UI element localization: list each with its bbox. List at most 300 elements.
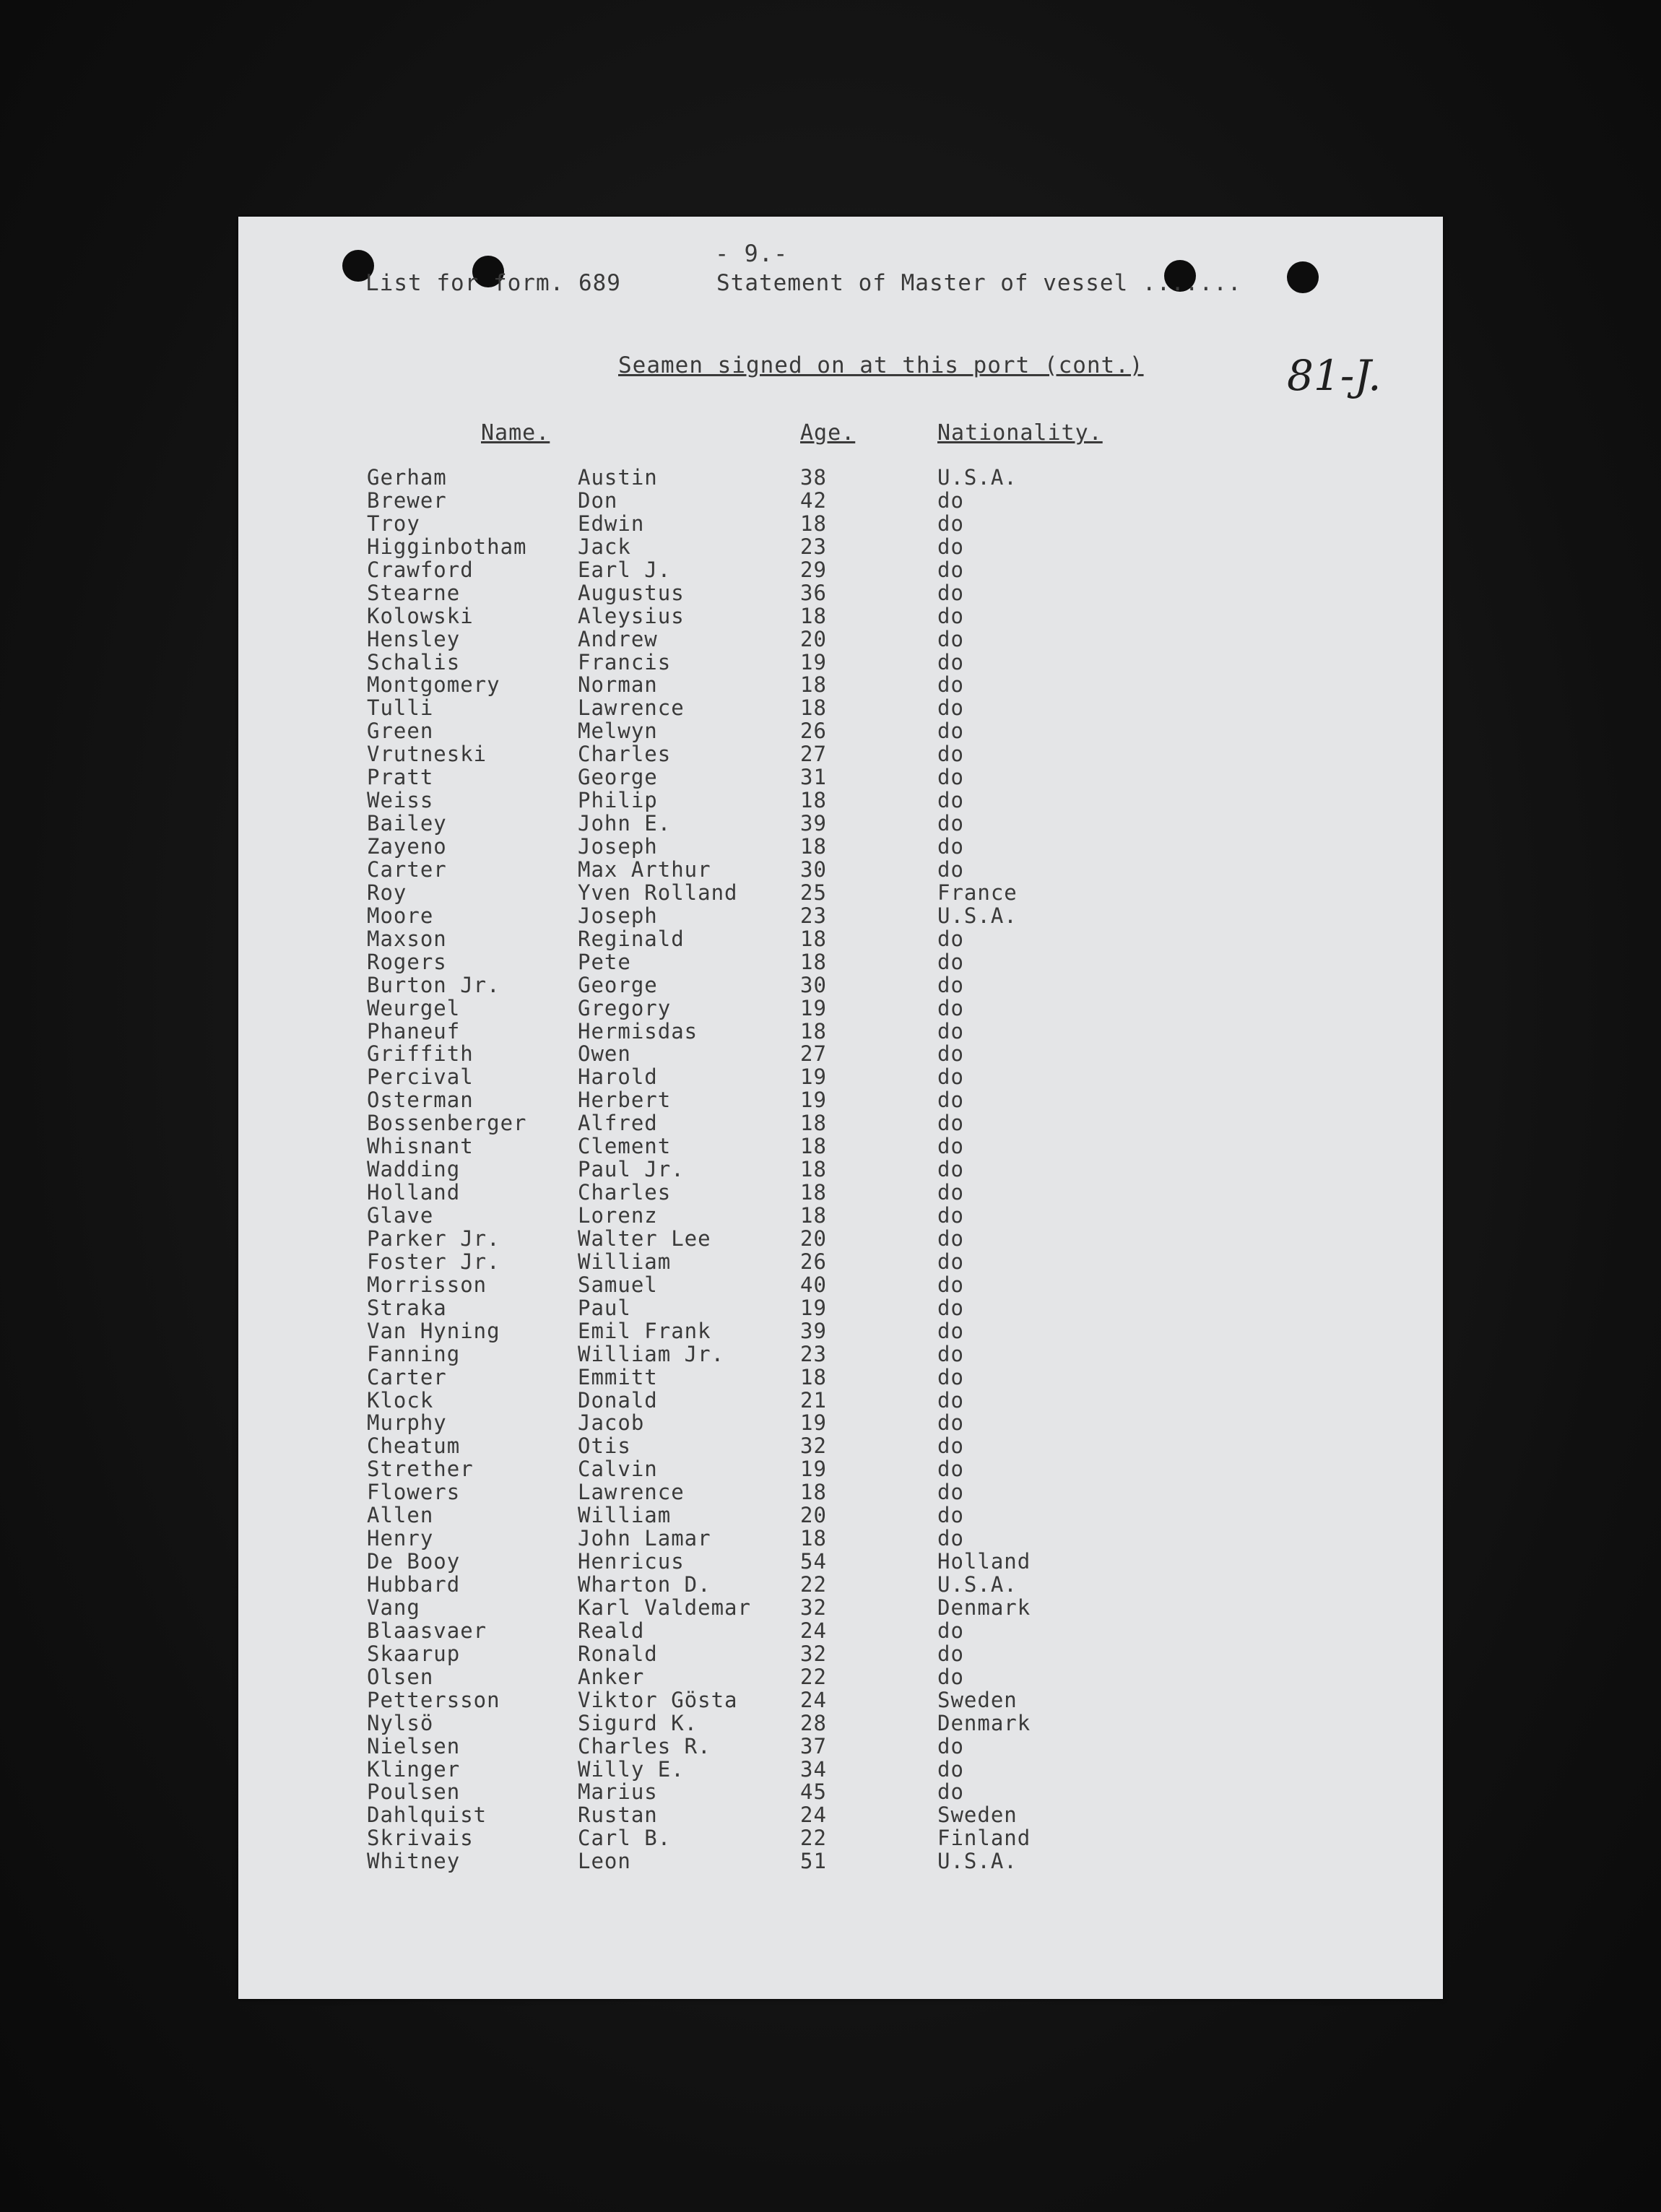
crew-given-name: Reald — [578, 1618, 645, 1643]
crew-given-name: Emmitt — [578, 1364, 658, 1389]
crew-given-name: Pete — [578, 949, 631, 974]
crew-age: 20 — [800, 626, 827, 651]
crew-nationality: France — [937, 880, 1018, 905]
crew-row — [367, 1435, 1161, 1458]
crew-nationality: do — [937, 603, 964, 628]
crew-given-name: Wharton D. — [578, 1572, 711, 1597]
crew-age: 31 — [800, 765, 827, 790]
crew-given-name: Lawrence — [578, 1480, 685, 1505]
crew-nationality: do — [937, 1364, 964, 1389]
crew-row — [367, 951, 1161, 974]
crew-nationality: U.S.A. — [937, 465, 1018, 490]
crew-age: 23 — [800, 903, 827, 928]
column-header-nationality: Nationality. — [937, 420, 1103, 446]
crew-surname: Higginbotham — [367, 534, 527, 559]
crew-surname: Schalis — [367, 649, 461, 675]
crew-given-name: Sigurd K. — [578, 1710, 698, 1735]
crew-surname: Blaasvaer — [367, 1618, 487, 1643]
crew-given-name: Karl Valdemar — [578, 1595, 751, 1620]
crew-given-name: Calvin — [578, 1457, 658, 1482]
crew-given-name: Earl J. — [578, 557, 672, 582]
crew-nationality: do — [937, 1503, 964, 1528]
crew-given-name: John Lamar — [578, 1526, 711, 1551]
crew-age: 18 — [800, 926, 827, 951]
crew-nationality: do — [937, 1041, 964, 1067]
crew-age: 19 — [800, 1088, 827, 1113]
crew-row — [367, 487, 1161, 513]
crew-nationality: do — [937, 1410, 964, 1436]
crew-nationality: do — [937, 1295, 964, 1320]
crew-surname: Bossenberger — [367, 1111, 527, 1136]
crew-nationality: do — [937, 719, 964, 744]
crew-row — [367, 1043, 1161, 1066]
crew-surname: Green — [367, 719, 434, 744]
crew-nationality: Holland — [937, 1549, 1031, 1574]
crew-row — [367, 1804, 1161, 1827]
crew-nationality: U.S.A. — [937, 903, 1018, 928]
crew-given-name: Reginald — [578, 926, 685, 951]
crew-surname: Roy — [367, 880, 407, 905]
crew-given-name: Andrew — [578, 626, 658, 651]
crew-row — [367, 836, 1161, 859]
crew-age: 38 — [800, 465, 827, 490]
crew-surname: Nielsen — [367, 1733, 461, 1758]
crew-given-name: William — [578, 1503, 672, 1528]
crew-age: 18 — [800, 949, 827, 974]
crew-surname: Moore — [367, 903, 434, 928]
crew-given-name: Harold — [578, 1064, 658, 1090]
crew-nationality: Sweden — [937, 1687, 1018, 1712]
crew-row — [367, 605, 1161, 628]
crew-row — [367, 1412, 1161, 1435]
crew-surname: Kolowski — [367, 603, 474, 628]
crew-surname: Stearne — [367, 580, 461, 605]
crew-nationality: Denmark — [937, 1710, 1031, 1735]
crew-row — [367, 1181, 1161, 1205]
crew-given-name: Gregory — [578, 995, 672, 1020]
crew-nationality: do — [937, 834, 964, 859]
crew-row — [367, 1020, 1161, 1044]
crew-surname: Phaneuf — [367, 1018, 461, 1044]
crew-row — [367, 1274, 1161, 1297]
punch-hole — [1287, 261, 1319, 293]
crew-age: 19 — [800, 1410, 827, 1436]
crew-nationality: do — [937, 1434, 964, 1459]
crew-given-name: Lorenz — [578, 1203, 658, 1228]
crew-age: 54 — [800, 1549, 827, 1574]
crew-row — [367, 1735, 1161, 1758]
crew-age: 20 — [800, 1226, 827, 1251]
handwritten-reference: 81-J. — [1287, 351, 1382, 400]
crew-surname: Klinger — [367, 1756, 461, 1782]
crew-surname: Dahlquist — [367, 1803, 487, 1828]
crew-surname: Montgomery — [367, 672, 500, 698]
crew-nationality: do — [937, 672, 964, 698]
crew-surname: Morrisson — [367, 1272, 487, 1297]
crew-list — [367, 467, 1161, 1873]
crew-given-name: Joseph — [578, 903, 658, 928]
crew-given-name: William — [578, 1249, 672, 1274]
crew-age: 18 — [800, 1134, 827, 1159]
crew-row — [367, 1112, 1161, 1135]
crew-surname: Carter — [367, 1364, 447, 1389]
crew-age: 19 — [800, 1064, 827, 1090]
crew-given-name: Charles R. — [578, 1733, 711, 1758]
crew-nationality: Finland — [937, 1826, 1031, 1851]
crew-row — [367, 1643, 1161, 1666]
crew-surname: Hubbard — [367, 1572, 461, 1597]
crew-row — [367, 1758, 1161, 1782]
crew-surname: Crawford — [367, 557, 474, 582]
crew-age: 19 — [800, 649, 827, 675]
crew-row — [367, 467, 1161, 490]
crew-given-name: Joseph — [578, 834, 658, 859]
crew-row — [367, 1458, 1161, 1481]
crew-given-name: Austin — [578, 465, 658, 490]
crew-nationality: do — [937, 1526, 964, 1551]
crew-surname: Bailey — [367, 811, 447, 836]
crew-surname: Weiss — [367, 788, 434, 813]
crew-surname: Vang — [367, 1595, 420, 1620]
crew-given-name: Jacob — [578, 1410, 645, 1436]
crew-age: 39 — [800, 811, 827, 836]
form-reference: List for form. 689 — [365, 270, 621, 296]
crew-given-name: Herbert — [578, 1088, 672, 1113]
crew-age: 23 — [800, 1341, 827, 1366]
crew-nationality: do — [937, 1157, 964, 1182]
crew-given-name: Francis — [578, 649, 672, 675]
crew-age: 18 — [800, 1180, 827, 1205]
section-title: Seamen signed on at this port (cont.) — [618, 352, 1144, 378]
crew-nationality: do — [937, 1203, 964, 1228]
crew-row — [367, 1228, 1161, 1251]
crew-row — [367, 1597, 1161, 1620]
crew-nationality: do — [937, 557, 964, 582]
crew-given-name: Leon — [578, 1849, 631, 1874]
crew-given-name: Paul Jr. — [578, 1157, 685, 1182]
crew-age: 18 — [800, 788, 827, 813]
crew-age: 18 — [800, 1111, 827, 1136]
crew-given-name: Yven Rolland — [578, 880, 738, 905]
crew-given-name: Melwyn — [578, 719, 658, 744]
crew-given-name: Emil Frank — [578, 1318, 711, 1343]
crew-age: 18 — [800, 695, 827, 721]
crew-row — [367, 905, 1161, 928]
crew-row — [367, 1089, 1161, 1112]
crew-row — [367, 882, 1161, 905]
crew-nationality: Sweden — [937, 1803, 1018, 1828]
crew-row — [367, 1550, 1161, 1574]
crew-row — [367, 582, 1161, 605]
crew-row — [367, 1135, 1161, 1158]
crew-surname: Poulsen — [367, 1779, 461, 1805]
crew-given-name: Willy E. — [578, 1756, 685, 1782]
crew-nationality: Denmark — [937, 1595, 1031, 1620]
crew-surname: Foster Jr. — [367, 1249, 500, 1274]
crew-age: 32 — [800, 1434, 827, 1459]
crew-age: 22 — [800, 1826, 827, 1851]
crew-row — [367, 856, 1161, 882]
crew-nationality: do — [937, 1134, 964, 1159]
crew-surname: Hensley — [367, 626, 461, 651]
crew-row — [367, 720, 1161, 743]
crew-row — [367, 766, 1161, 789]
crew-age: 27 — [800, 1041, 827, 1067]
crew-nationality: do — [937, 972, 964, 997]
crew-nationality: do — [937, 1779, 964, 1805]
crew-surname: Pratt — [367, 765, 434, 790]
crew-surname: Rogers — [367, 949, 447, 974]
crew-nationality: do — [937, 1618, 964, 1643]
crew-nationality: do — [937, 1272, 964, 1297]
crew-surname: De Booy — [367, 1549, 461, 1574]
crew-age: 23 — [800, 534, 827, 559]
crew-nationality: do — [937, 1733, 964, 1758]
crew-row — [367, 789, 1161, 812]
crew-age: 30 — [800, 856, 827, 882]
crew-age: 51 — [800, 1849, 827, 1874]
crew-given-name: George — [578, 765, 658, 790]
crew-given-name: Alfred — [578, 1111, 658, 1136]
crew-given-name: Jack — [578, 534, 631, 559]
crew-given-name: Philip — [578, 788, 658, 813]
statement-line: Statement of Master of vessel ....... — [716, 270, 1242, 296]
crew-nationality: do — [937, 1111, 964, 1136]
crew-nationality: do — [937, 995, 964, 1020]
crew-given-name: Anker — [578, 1664, 645, 1689]
crew-row — [367, 1666, 1161, 1689]
crew-given-name: Charles — [578, 1180, 672, 1205]
crew-nationality: do — [937, 580, 964, 605]
crew-nationality: U.S.A. — [937, 1572, 1018, 1597]
crew-surname: Van Hyning — [367, 1318, 500, 1343]
crew-surname: Osterman — [367, 1088, 474, 1113]
crew-nationality: do — [937, 1180, 964, 1205]
crew-given-name: Charles — [578, 742, 672, 767]
crew-row — [367, 1251, 1161, 1274]
crew-surname: Straka — [367, 1295, 447, 1320]
crew-surname: Glave — [367, 1203, 434, 1228]
crew-row — [367, 1712, 1161, 1735]
crew-row — [367, 1066, 1161, 1089]
crew-given-name: Clement — [578, 1134, 672, 1159]
crew-nationality: do — [937, 695, 964, 721]
crew-surname: Troy — [367, 511, 420, 536]
crew-age: 18 — [800, 672, 827, 698]
column-header-age: Age. — [800, 420, 856, 446]
crew-nationality: do — [937, 1249, 964, 1274]
crew-given-name: Otis — [578, 1434, 631, 1459]
crew-age: 24 — [800, 1687, 827, 1712]
crew-surname: Zayeno — [367, 834, 447, 859]
crew-surname: Murphy — [367, 1410, 447, 1436]
crew-age: 45 — [800, 1779, 827, 1805]
crew-age: 18 — [800, 1480, 827, 1505]
crew-surname: Nylsö — [367, 1710, 434, 1735]
crew-surname: Cheatum — [367, 1434, 461, 1459]
crew-row — [367, 1481, 1161, 1504]
crew-nationality: do — [937, 1341, 964, 1366]
crew-age: 40 — [800, 1272, 827, 1297]
crew-row — [367, 1343, 1161, 1366]
crew-age: 22 — [800, 1572, 827, 1597]
crew-nationality: do — [937, 949, 964, 974]
crew-surname: Parker Jr. — [367, 1226, 500, 1251]
crew-nationality: do — [937, 1457, 964, 1482]
crew-nationality: U.S.A. — [937, 1849, 1018, 1874]
crew-surname: Weurgel — [367, 995, 461, 1020]
crew-row — [367, 743, 1161, 766]
crew-nationality: do — [937, 926, 964, 951]
crew-row — [367, 997, 1161, 1020]
document-page — [238, 217, 1443, 1999]
crew-age: 26 — [800, 1249, 827, 1274]
crew-given-name: John E. — [578, 811, 672, 836]
crew-given-name: Hermisdas — [578, 1018, 698, 1044]
crew-age: 21 — [800, 1387, 827, 1413]
crew-nationality: do — [937, 1018, 964, 1044]
crew-surname: Skrivais — [367, 1826, 474, 1851]
crew-surname: Strether — [367, 1457, 474, 1482]
crew-nationality: do — [937, 626, 964, 651]
crew-given-name: William Jr. — [578, 1341, 725, 1366]
crew-surname: Whitney — [367, 1849, 461, 1874]
crew-row — [367, 559, 1161, 582]
crew-surname: Whisnant — [367, 1134, 474, 1159]
crew-nationality: do — [937, 534, 964, 559]
crew-age: 32 — [800, 1595, 827, 1620]
crew-surname: Pettersson — [367, 1687, 500, 1712]
crew-row — [367, 674, 1161, 697]
crew-surname: Maxson — [367, 926, 447, 951]
crew-row — [367, 1158, 1161, 1181]
crew-age: 18 — [800, 1364, 827, 1389]
crew-nationality: do — [937, 765, 964, 790]
crew-given-name: Carl B. — [578, 1826, 672, 1851]
crew-age: 30 — [800, 972, 827, 997]
crew-surname: Tulli — [367, 695, 434, 721]
crew-given-name: Samuel — [578, 1272, 658, 1297]
crew-row — [367, 651, 1161, 675]
crew-nationality: do — [937, 1387, 964, 1413]
crew-row — [367, 1320, 1161, 1343]
crew-given-name: Ronald — [578, 1641, 658, 1666]
crew-nationality: do — [937, 649, 964, 675]
crew-age: 18 — [800, 511, 827, 536]
crew-nationality: do — [937, 1088, 964, 1113]
crew-age: 18 — [800, 834, 827, 859]
crew-row — [367, 1389, 1161, 1413]
crew-age: 19 — [800, 995, 827, 1020]
crew-nationality: do — [937, 856, 964, 882]
crew-row — [367, 1504, 1161, 1527]
crew-age: 34 — [800, 1756, 827, 1782]
crew-surname: Percival — [367, 1064, 474, 1090]
column-header-name: Name. — [481, 420, 550, 446]
crew-row — [367, 513, 1161, 536]
crew-surname: Holland — [367, 1180, 461, 1205]
crew-age: 25 — [800, 880, 827, 905]
crew-age: 22 — [800, 1664, 827, 1689]
crew-nationality: do — [937, 1480, 964, 1505]
crew-row — [367, 536, 1161, 559]
crew-surname: Brewer — [367, 487, 447, 513]
crew-age: 18 — [800, 1203, 827, 1228]
crew-surname: Griffith — [367, 1041, 474, 1067]
crew-given-name: Rustan — [578, 1803, 658, 1828]
crew-age: 18 — [800, 603, 827, 628]
page-number: - 9.- — [715, 240, 789, 267]
crew-age: 36 — [800, 580, 827, 605]
crew-nationality: do — [937, 1664, 964, 1689]
crew-given-name: Augustus — [578, 580, 685, 605]
crew-row — [367, 1620, 1161, 1643]
crew-row — [367, 974, 1161, 997]
crew-age: 19 — [800, 1457, 827, 1482]
crew-age: 27 — [800, 742, 827, 767]
crew-surname: Burton Jr. — [367, 972, 500, 997]
crew-given-name: Lawrence — [578, 695, 685, 721]
crew-given-name: Don — [578, 487, 618, 513]
crew-row — [367, 1205, 1161, 1228]
crew-surname: Wadding — [367, 1157, 461, 1182]
crew-age: 24 — [800, 1618, 827, 1643]
crew-given-name: Walter Lee — [578, 1226, 711, 1251]
crew-age: 18 — [800, 1157, 827, 1182]
crew-row — [367, 1527, 1161, 1550]
crew-surname: Vrutneski — [367, 742, 487, 767]
crew-age: 28 — [800, 1710, 827, 1735]
crew-given-name: Marius — [578, 1779, 658, 1805]
crew-row — [367, 1689, 1161, 1712]
crew-given-name: George — [578, 972, 658, 997]
crew-given-name: Owen — [578, 1041, 631, 1067]
crew-nationality: do — [937, 487, 964, 513]
crew-age: 42 — [800, 487, 827, 513]
crew-row — [367, 697, 1161, 720]
crew-age: 37 — [800, 1733, 827, 1758]
crew-nationality: do — [937, 742, 964, 767]
crew-given-name: Max Arthur — [578, 856, 711, 882]
crew-row — [367, 1781, 1161, 1804]
crew-surname: Henry — [367, 1526, 434, 1551]
crew-row — [367, 1850, 1161, 1873]
crew-age: 19 — [800, 1295, 827, 1320]
crew-age: 26 — [800, 719, 827, 744]
crew-row — [367, 1574, 1161, 1597]
crew-age: 20 — [800, 1503, 827, 1528]
crew-nationality: do — [937, 1756, 964, 1782]
crew-row — [367, 628, 1161, 651]
crew-age: 39 — [800, 1318, 827, 1343]
crew-age: 32 — [800, 1641, 827, 1666]
crew-nationality: do — [937, 511, 964, 536]
crew-given-name: Paul — [578, 1295, 631, 1320]
crew-surname: Flowers — [367, 1480, 461, 1505]
crew-nationality: do — [937, 1318, 964, 1343]
crew-surname: Fanning — [367, 1341, 461, 1366]
crew-nationality: do — [937, 788, 964, 813]
crew-age: 24 — [800, 1803, 827, 1828]
crew-row — [367, 1297, 1161, 1320]
crew-nationality: do — [937, 1641, 964, 1666]
crew-row — [367, 928, 1161, 951]
crew-given-name: Henricus — [578, 1549, 685, 1574]
crew-age: 29 — [800, 557, 827, 582]
crew-given-name: Viktor Gösta — [578, 1687, 738, 1712]
crew-nationality: do — [937, 1064, 964, 1090]
crew-given-name: Aleysius — [578, 603, 685, 628]
